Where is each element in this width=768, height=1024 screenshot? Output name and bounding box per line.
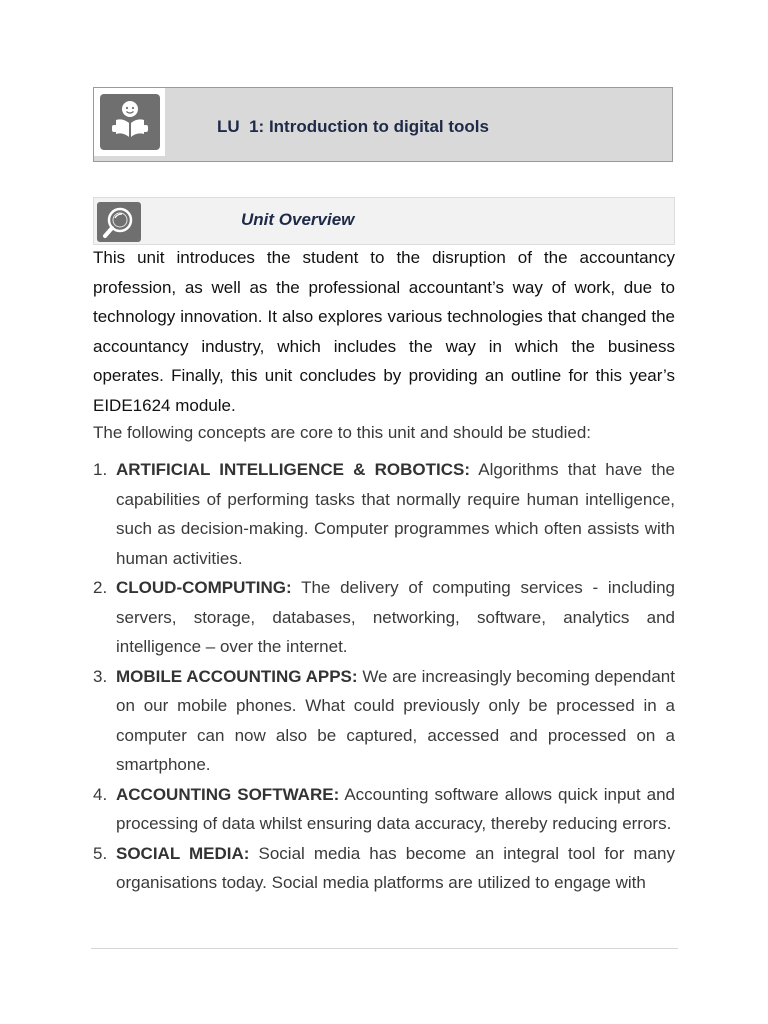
concept-item	[93, 780, 675, 839]
concept-description: Accounting software allows quick input and processing of data whilst ensuring data accuracy, thereby reducing errors.	[116, 784, 675, 833]
concept-description: Algorithms that have the capabilities of performing tasks that normally require human intelligence, such as decision-making. Computer programmes which often assists with human activities.	[116, 460, 675, 568]
concept-term: SOCIAL MEDIA:	[116, 843, 250, 863]
concept-item	[93, 839, 675, 898]
concept-term: CLOUD-COMPUTING:	[116, 578, 292, 597]
concept-item	[93, 573, 675, 662]
concept-number: 4.	[93, 784, 108, 804]
unit-header-box	[93, 87, 673, 162]
concept-number: 1.	[93, 460, 108, 479]
overview-title: Unit Overview	[241, 210, 355, 229]
unit-title: LU 1: Introduction to digital tools	[217, 117, 489, 136]
concepts-lead: The following concepts are core to this unit and should be studied:	[93, 423, 592, 442]
concept-description: Social media has become an integral tool for many organisations today. Social media platforms are utilized to engage with	[116, 843, 675, 892]
concept-number: 3.	[93, 666, 108, 686]
concept-number: 2.	[93, 578, 108, 597]
concept-item	[93, 455, 675, 573]
concept-term: MOBILE ACCOUNTING APPS:	[116, 666, 358, 686]
unit-icon-frame	[94, 88, 165, 156]
concept-description: We are increasingly becoming dependant on our mobile phones. What could previously only be processed in a computer can now also be captured, accessed and processed on a smartphone.	[116, 666, 675, 774]
intro-paragraph: This unit introduces the student to the disruption of the accountancy profession, as well as the professional accountant’s way of work, due to technology innovation. It also explores various technologies that changed the accountancy industry, which includes the way in which the business operates. Finally, this unit concludes by providing an outline for this year’s EIDE1624 module.	[93, 248, 675, 415]
concept-item	[93, 662, 675, 780]
overview-header-box	[93, 197, 675, 245]
reader-icon	[100, 94, 160, 150]
concepts-list	[93, 455, 675, 898]
concept-term: ACCOUNTING SOFTWARE:	[116, 784, 340, 804]
footer-divider	[91, 948, 678, 949]
concept-number: 5.	[93, 843, 108, 863]
concept-description: The delivery of computing services - including servers, storage, databases, networking, software, analytics and intelligence – over the internet.	[116, 578, 675, 656]
concept-term: ARTIFICIAL INTELLIGENCE & ROBOTICS:	[116, 460, 471, 479]
magnifier-icon	[97, 202, 141, 242]
